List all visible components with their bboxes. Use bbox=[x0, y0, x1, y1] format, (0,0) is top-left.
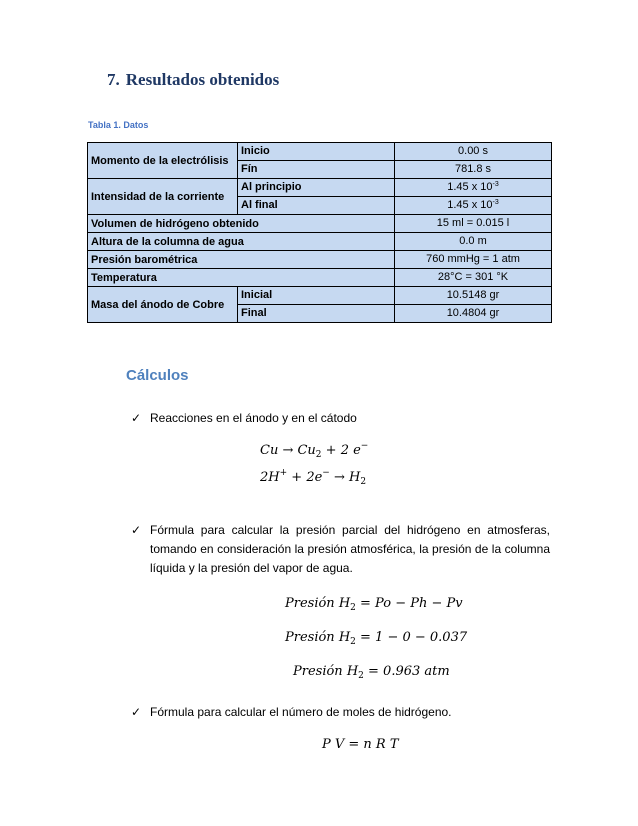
table-row bbox=[88, 269, 552, 287]
checkmark-icon: ✓ bbox=[131, 411, 142, 425]
inicial-label: Inicial bbox=[238, 287, 395, 305]
eq-superscript: − bbox=[360, 441, 369, 451]
table-row bbox=[88, 287, 552, 305]
table-row bbox=[88, 233, 552, 251]
eq-part: = 0.963 atm bbox=[363, 664, 450, 679]
bullet-text: Fórmula para calcular el número de moles de hidrógeno. bbox=[150, 705, 452, 719]
al-final-label: Al final bbox=[238, 197, 395, 215]
final-label: Final bbox=[238, 305, 395, 323]
eq-part: Presión H bbox=[285, 596, 351, 611]
volumen-value: 15 ml = 0.015 l bbox=[395, 215, 552, 233]
al-final-base: 1.45 x 10 bbox=[447, 199, 493, 211]
bullet-text: Reacciones en el ánodo y en el cátodo bbox=[150, 411, 357, 425]
eq-part: → H bbox=[329, 470, 361, 485]
temperatura-value: 28°C = 301 °K bbox=[395, 269, 552, 287]
presion-label: Presión barométrica bbox=[88, 251, 395, 269]
temperatura-label: Temperatura bbox=[88, 269, 395, 287]
fin-value: 781.8 s bbox=[395, 161, 552, 179]
eq-subscript: 2 bbox=[350, 637, 356, 647]
eq-part: + 2e bbox=[287, 470, 323, 485]
checkmark-icon: ✓ bbox=[131, 523, 142, 537]
al-final-exp: -3 bbox=[492, 199, 499, 206]
eq-part: Presión H bbox=[285, 630, 351, 645]
table-row bbox=[88, 179, 552, 197]
intensidad-label: Intensidad de la corriente bbox=[88, 179, 238, 215]
inicio-value: 0.00 s bbox=[395, 143, 552, 161]
eq-part: = 1 − 0 − 0.037 bbox=[355, 630, 468, 645]
section-heading bbox=[107, 70, 279, 90]
al-principio-value bbox=[395, 179, 552, 197]
al-final-value bbox=[395, 197, 552, 215]
al-principio-base: 1.45 x 10 bbox=[447, 181, 493, 193]
table-caption: Tabla 1. Datos bbox=[88, 120, 149, 130]
fin-label: Fín bbox=[238, 161, 395, 179]
section-title: Resultados obtenidos bbox=[125, 70, 280, 89]
data-table bbox=[87, 142, 552, 323]
bullet-text: Fórmula para calcular la presión parcial del hidrógeno en atmosferas, tomando en consideración la presión atmosférica, la presión de la columna líquida y la presión del vapor de agua. bbox=[150, 523, 550, 575]
eq-subscript: 2 bbox=[358, 671, 364, 681]
eq-part: 2H bbox=[260, 470, 280, 485]
checkmark-icon: ✓ bbox=[131, 705, 142, 719]
eq-part: = Po − Ph − Pv bbox=[355, 596, 463, 611]
equation-gas-ideal: P V = n R T bbox=[322, 737, 399, 752]
eq-superscript: + bbox=[279, 468, 288, 478]
eq-part: Presión H bbox=[293, 664, 359, 679]
masa-label: Masa del ánodo de Cobre bbox=[88, 287, 238, 323]
inicial-value: 10.5148 gr bbox=[395, 287, 552, 305]
eq-part: Cu → Cu bbox=[260, 443, 316, 458]
eq-superscript: − bbox=[322, 468, 330, 478]
inicio-label: Inicio bbox=[238, 143, 395, 161]
equation-presion-resultado bbox=[293, 664, 450, 679]
altura-value: 0.0 m bbox=[395, 233, 552, 251]
equation-cathode bbox=[260, 470, 366, 485]
eq-subscript: 2 bbox=[315, 450, 322, 460]
eq-subscript: 2 bbox=[360, 477, 367, 487]
al-principio-label: Al principio bbox=[238, 179, 395, 197]
altura-label: Altura de la columna de agua bbox=[88, 233, 395, 251]
equation-anode bbox=[260, 443, 368, 458]
final-value: 10.4804 gr bbox=[395, 305, 552, 323]
table-row bbox=[88, 251, 552, 269]
table-row bbox=[88, 215, 552, 233]
al-principio-exp: -3 bbox=[492, 181, 499, 188]
section-number: 7. bbox=[107, 70, 120, 89]
calculos-heading: Cálculos bbox=[126, 367, 189, 384]
eq-part: + 2 e bbox=[321, 443, 361, 458]
equation-presion-valores bbox=[285, 630, 467, 645]
presion-value: 760 mmHg = 1 atm bbox=[395, 251, 552, 269]
volumen-label: Volumen de hidrógeno obtenido bbox=[88, 215, 395, 233]
eq-subscript: 2 bbox=[350, 603, 356, 613]
table-row bbox=[88, 143, 552, 161]
momento-label: Momento de la electrólisis bbox=[88, 143, 238, 179]
equation-presion-general bbox=[285, 596, 463, 611]
